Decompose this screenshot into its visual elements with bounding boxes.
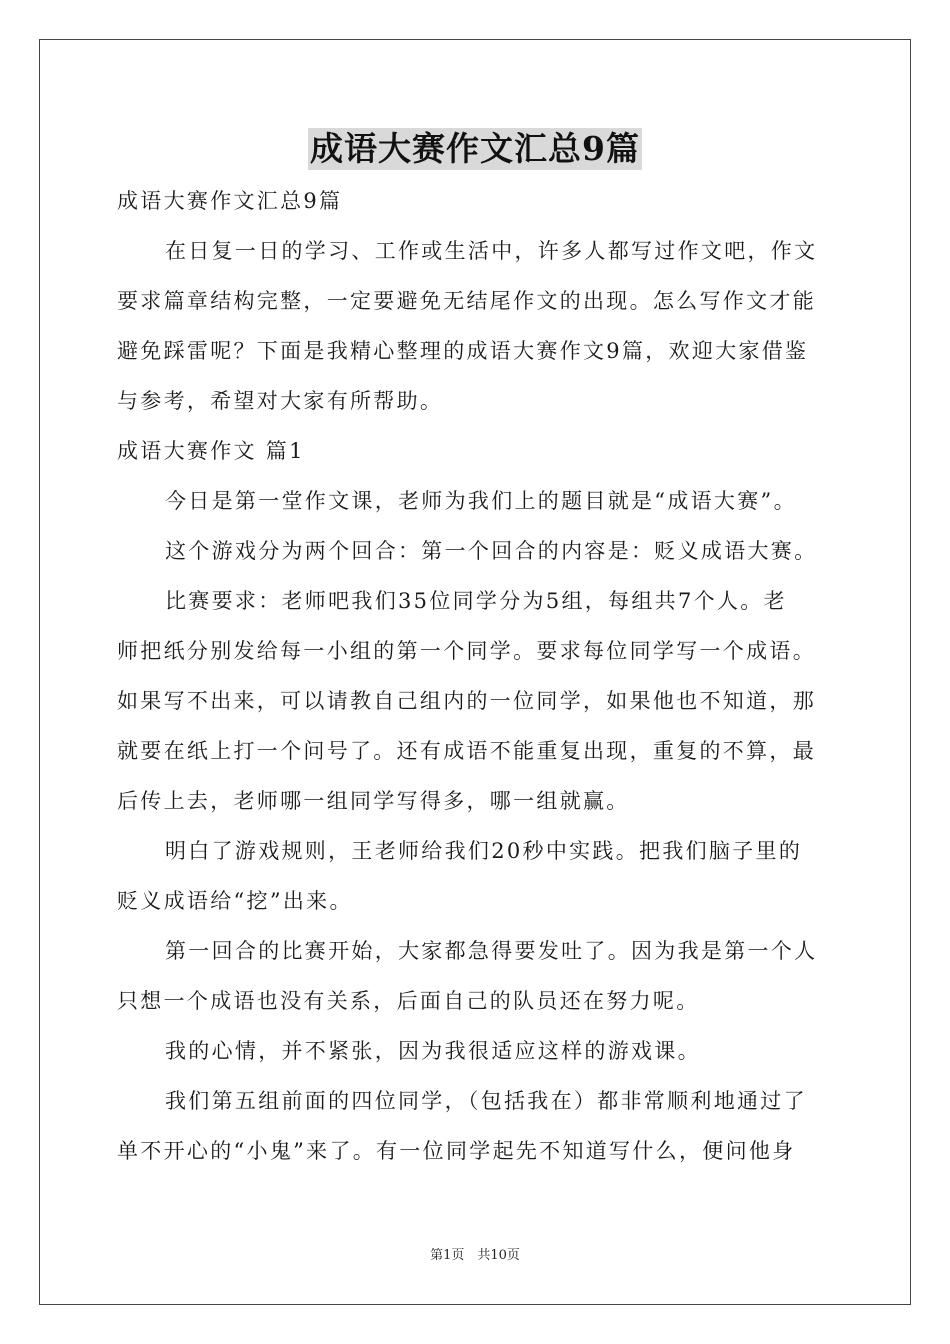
body-line: 成语大赛作文 篇1 <box>117 439 305 463</box>
body-line: 只想一个成语也没有关系，后面自己的队员还在努力呢。 <box>117 989 700 1013</box>
body-line: 今日是第一堂作文课，老师为我们上的题目就是“成语大赛”。 <box>165 489 797 513</box>
title-wrap <box>0 128 950 170</box>
body-line: 我的心情，并不紧张，因为我很适应这样的游戏课。 <box>165 1039 701 1063</box>
body-line: 成语大赛作文汇总9篇 <box>117 189 343 213</box>
body-line: 与参考，希望对大家有所帮助。 <box>117 389 444 413</box>
page-footer: 第1页 共10页 <box>430 1248 520 1263</box>
body-line: 就要在纸上打一个问号了。还有成语不能重复出现，重复的不算，最 <box>117 739 816 763</box>
body-line: 避免踩雷呢？下面是我精心整理的成语大赛作文9篇，欢迎大家借鉴 <box>117 339 809 363</box>
body-line: 明白了游戏规则，王老师给我们20秒中实践。把我们脑子里的 <box>165 839 803 863</box>
document-title: 成语大赛作文汇总9篇 <box>310 129 640 168</box>
document-body <box>117 176 837 1176</box>
body-line: 单不开心的“小鬼”来了。有一位同学起先不知道写什么，便问他身 <box>117 1139 796 1163</box>
body-line: 如果写不出来，可以请教自己组内的一位同学，如果他也不知道，那 <box>117 689 816 713</box>
body-line: 在日复一日的学习、工作或生活中，许多人都写过作文吧，作文 <box>165 239 818 263</box>
body-line: 第一回合的比赛开始，大家都急得要发吐了。因为我是第一个人 <box>165 939 818 963</box>
body-line: 后传上去，老师哪一组同学写得多，哪一组就赢。 <box>117 789 630 813</box>
body-line: 师把纸分别发给每一小组的第一个同学。要求每位同学写一个成语。 <box>117 639 816 663</box>
body-line: 要求篇章结构完整，一定要避免无结尾作文的出现。怎么写作文才能 <box>117 289 816 313</box>
body-line: 贬义成语给“挖”出来。 <box>117 889 353 913</box>
body-line: 这个游戏分为两个回合：第一个回合的内容是：贬义成语大赛。 <box>165 539 818 563</box>
body-line: 我们第五组前面的四位同学，（包括我在）都非常顺利地通过了 <box>165 1089 807 1113</box>
body-line: 比赛要求：老师吧我们35位同学分为5组，每组共7个人。老 <box>165 589 787 613</box>
